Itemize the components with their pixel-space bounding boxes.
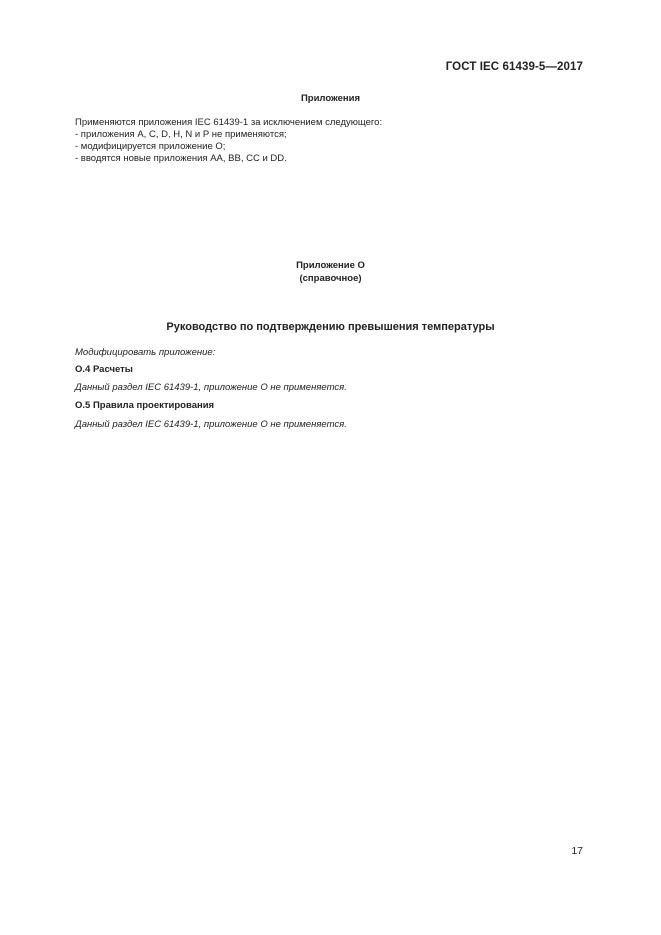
section-heading-o4: О.4 Расчеты xyxy=(75,364,133,375)
annex-status: (справочное) xyxy=(299,273,362,284)
annex-title: Руководство по подтверждению превышения температуры xyxy=(166,321,495,333)
section-heading-o5: О.5 Правила проектирования xyxy=(75,400,215,411)
list-item: - вводятся новые приложения АА, ВВ, СС и DD. xyxy=(75,153,287,164)
section-text-o4: Данный раздел IEC 61439-1, приложение О не применяется. xyxy=(75,382,347,393)
annexes-list xyxy=(75,129,287,165)
section-text-o5: Данный раздел IEC 61439-1, приложение О не применяется. xyxy=(75,419,347,430)
list-item: - модифицируется приложение О; xyxy=(75,141,226,152)
list-item: - приложения А, С, D, Н, N и Р не применяются; xyxy=(75,129,287,140)
page-number: 17 xyxy=(571,845,583,857)
standard-designation: ГОСТ IEC 61439-5—2017 xyxy=(445,61,583,73)
modify-note: Модифицировать приложение: xyxy=(75,347,216,358)
annexes-heading: Приложения xyxy=(300,93,361,104)
annexes-intro: Применяются приложения IEC 61439-1 за исключением следующего: xyxy=(75,117,383,128)
annex-label: Приложение О xyxy=(296,260,365,271)
